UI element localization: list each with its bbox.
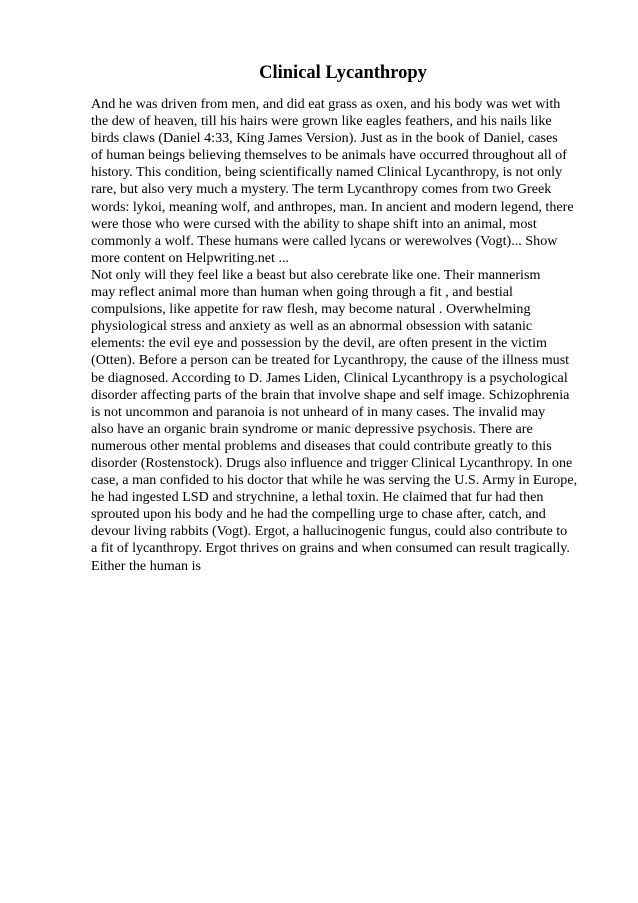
text-line: birds claws (Daniel 4:33, King James Version). Just as in the book of Daniel, cases — [91, 130, 558, 147]
text-line: more content on Helpwriting.net ... — [91, 249, 290, 266]
text-line: numerous other mental problems and diseases that could contribute greatly to this — [91, 437, 552, 454]
text-line: history. This condition, being scientifically named Clinical Lycanthropy, is not only — [91, 164, 563, 181]
text-line: also have an organic brain syndrome or manic depressive psychosis. There are — [91, 420, 533, 437]
document-body — [91, 96, 601, 575]
text-line: physiological stress and anxiety as well as an abnormal obsession with satanic — [91, 318, 533, 335]
text-line: elements: the evil eye and possession by the devil, are often present in the victim — [91, 335, 547, 352]
text-line: disorder (Rostenstock). Drugs also influence and trigger Clinical Lycanthropy. In one — [91, 454, 573, 471]
text-line: case, a man confided to his doctor that while he was serving the U.S. Army in Europe, — [91, 472, 578, 489]
text-line: (Otten). Before a person can be treated for Lycanthropy, the cause of the illness must — [91, 352, 570, 369]
text-line: Not only will they feel like a beast but also cerebrate like one. Their mannerism — [91, 266, 541, 283]
text-line: of human beings believing themselves to be animals have occurred throughout all of — [91, 147, 567, 164]
text-line: words: lykoi, meaning wolf, and anthropes, man. In ancient and modern legend, there — [91, 198, 574, 215]
text-line: he had ingested LSD and strychnine, a lethal toxin. He claimed that fur had then — [91, 489, 544, 506]
text-line: Either the human is — [91, 557, 201, 574]
text-line: disorder affecting parts of the brain that involve shape and self image. Schizophrenia — [91, 386, 570, 403]
text-line: rare, but also very much a mystery. The term Lycanthropy comes from two Greek — [91, 181, 552, 198]
text-line: sprouted upon his body and he had the compelling urge to chase after, catch, and — [91, 506, 546, 523]
text-line: a fit of lycanthropy. Ergot thrives on grains and when consumed can result tragically. — [91, 540, 570, 557]
text-line: devour living rabbits (Vogt). Ergot, a hallucinogenic fungus, could also contribute to — [91, 523, 568, 540]
document-title: Clinical Lycanthropy — [259, 63, 427, 83]
text-line: commonly a wolf. These humans were called lycans or werewolves (Vogt)... Show — [91, 232, 558, 249]
text-line: compulsions, like appetite for raw flesh, may become natural . Overwhelming — [91, 301, 531, 318]
text-line: were those who were cursed with the ability to shape shift into an animal, most — [91, 215, 537, 232]
text-line: may reflect animal more than human when going through a fit , and bestial — [91, 284, 513, 301]
text-line: the dew of heaven, till his hairs were grown like eagles feathers, and his nails like — [91, 113, 552, 130]
text-line: be diagnosed. According to D. James Liden, Clinical Lycanthropy is a psychological — [91, 369, 568, 386]
text-line: And he was driven from men, and did eat grass as oxen, and his body was wet with — [91, 96, 561, 112]
text-line: is not uncommon and paranoia is not unheard of in many cases. The invalid may — [91, 403, 546, 420]
